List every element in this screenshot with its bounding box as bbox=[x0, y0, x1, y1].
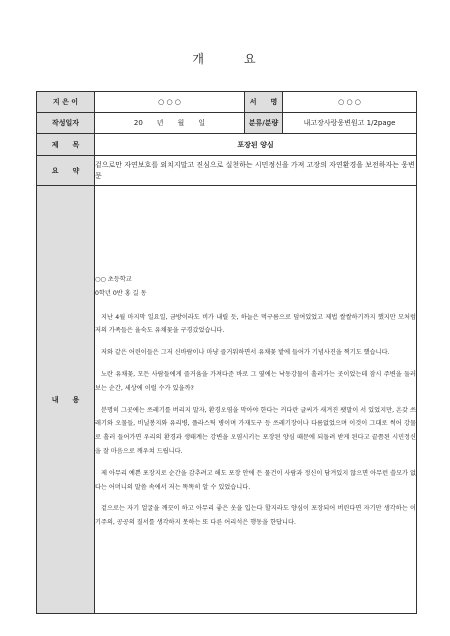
summary-value: 겉으로만 자연보호를 외치지말고 진심으로 실천하는 시민정신을 가져 고장의 자연환경을 보전하자는 웅변문 bbox=[95, 156, 417, 186]
content-paragraph: 노란 유채꽃, 모든 사람들에게 즐거움을 가져다준 바로 그 옆에는 낙동강물이 흘러가는 곳이었는데 잠시 주변을 둘러보는 순간, 세상에 이럴 수가 있을까? bbox=[95, 371, 416, 392]
content-row bbox=[37, 186, 417, 614]
subject-row bbox=[37, 134, 417, 156]
writer-label: 지 은 이 bbox=[37, 92, 95, 113]
subject-label: 제 목 bbox=[37, 134, 95, 156]
content-paragraph: 겉으로는 자기 얼굴을 깨끗이 하고 아무리 좋은 옷을 입는다 할지라도 양심이 포장되어 버린다면 자기만 생각하는 이기주의, 공공의 질서를 생각하지 못하는 또 다른 어리석은 행동을 한답니다. bbox=[95, 505, 416, 527]
summary-label: 요 약 bbox=[37, 156, 95, 186]
subject-value: 포장된 양심 bbox=[95, 134, 417, 156]
page-title bbox=[0, 50, 450, 67]
date-row bbox=[37, 113, 417, 134]
content-paragraph: 제 아무리 예쁜 포장지로 순간을 감추려고 해도 포장 안에 든 물건이 사람과 정신이 담겨있지 않으면 아무런 쓸모가 없다는 어머니의 말씀 속에서 저는 똑똑히 알 수 있었습니다. bbox=[95, 469, 416, 491]
content-label: 내 용 bbox=[37, 186, 95, 614]
signature-value: ○ ○ ○ bbox=[283, 92, 417, 113]
content-paragraph: 저와 같은 어린이들은 그저 신바람이나 마냥 즐거워하면서 유채꽃 밭에 들어가 기념사진을 찍기도 했습니다. bbox=[101, 349, 390, 357]
category-label: 분류/분량 bbox=[245, 113, 283, 134]
page-title-char-1: 개 bbox=[192, 52, 206, 66]
summary-form bbox=[36, 91, 417, 614]
content-paragraph: 지난 4월 마지막 일요일, 금방이라도 비가 내릴 듯, 하늘은 먹구름으로 덮여있었고 제법 쌀쌀하기까지 했지만 모처럼 저의 가족들은 율숙도 유채꽃을 구경갔었습니다. bbox=[95, 313, 416, 335]
category-value: 내고장사랑웅변원고 1/2page bbox=[283, 113, 417, 134]
content-paragraph: 분명히 그곳에는 쓰레기를 버리지 말자, 환경오염을 막아야 한다는 커다란 글씨가 새겨진 팻말이 서 있었지만, 온갖 쓰레기와 오물들, 비닐봉지와 유리병, 플라스틱 병이며 가재도구 등 쓰레기장이나 다름없었으며 이것이 그대로 썩어 강물로 흘러 들어가면 우리의 환경과 생태계는 강변을 오염시키는 포장된 양심 때문에 되돌려 받게 된다고 끝쯤된 시민정신을 잘 마음으로 깨우쳐 드립니다. bbox=[95, 406, 416, 455]
content-body bbox=[95, 186, 417, 614]
signature-label: 서 명 bbox=[245, 92, 283, 113]
content-school: ○○ 초등학교 bbox=[95, 276, 132, 284]
page-title-char-2: 요 bbox=[244, 52, 258, 66]
date-value: 20 년 월 일 bbox=[95, 113, 245, 134]
summary-row bbox=[37, 156, 417, 186]
date-label: 작성일자 bbox=[37, 113, 95, 134]
writer-row bbox=[37, 92, 417, 113]
content-student: 0학년 0반 홍 길 동 bbox=[95, 289, 147, 297]
writer-value: ○ ○ ○ bbox=[95, 92, 245, 113]
